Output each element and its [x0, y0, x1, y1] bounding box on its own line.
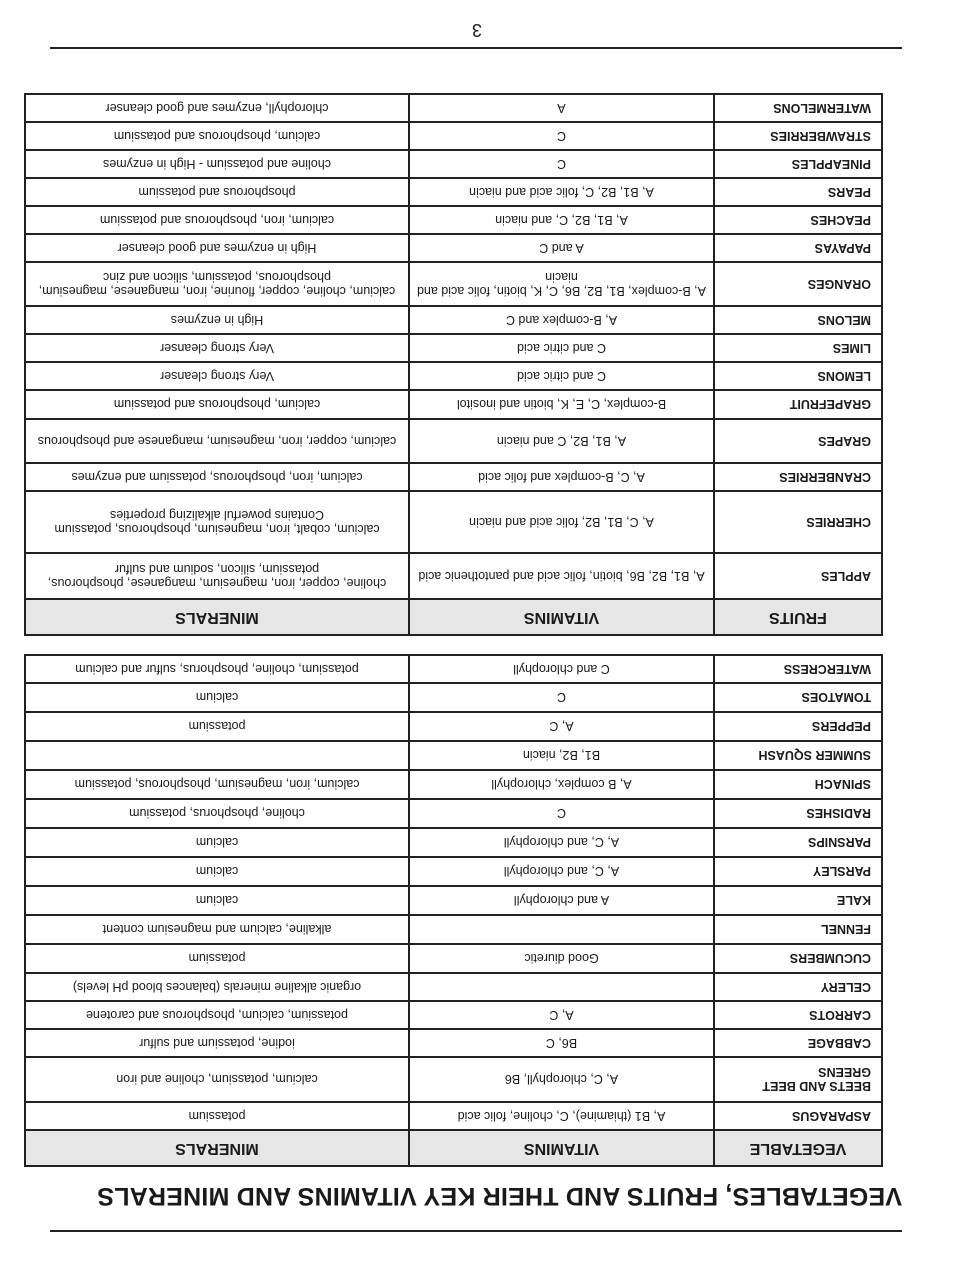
page-title: VEGETABLES, FRUITS AND THEIR KEY VITAMINS AND MINERALS — [97, 1182, 902, 1210]
vegetable-minerals-cell: potassium — [25, 1102, 409, 1130]
fruit-minerals-cell: calcium, copper, iron, magnesium, manganese and phosphorous — [25, 419, 409, 463]
fruit-minerals-cell: calcium, phosphorous and potassium — [25, 122, 409, 150]
vegetable-header-item-name: VEGETABLE — [714, 1130, 882, 1166]
fruit-item-name-cell: APPLES — [714, 553, 882, 599]
table-row — [25, 655, 882, 683]
fruit-item-name-cell: STRAWBERRIES — [714, 122, 882, 150]
vegetable-item-name-cell: WATERCRESS — [714, 655, 882, 683]
fruit-vitamins-cell: C and citric acid — [409, 334, 714, 362]
table-row — [25, 491, 882, 553]
vegetable-item-name-cell: ASPARAGUS — [714, 1102, 882, 1130]
fruit-header-minerals: MINERALS — [25, 599, 409, 635]
vegetable-item-name-cell: TOMATOES — [714, 683, 882, 712]
table-row — [25, 178, 882, 206]
fruit-minerals-cell: choline and potassium - High in enzymes — [25, 150, 409, 178]
fruit-vitamins-cell: A, B1, B2, B6, biotin, folic acid and pantothenic acid — [409, 553, 714, 599]
top-rule — [50, 1230, 902, 1232]
table-row — [25, 206, 882, 234]
vegetable-header-row — [25, 1130, 882, 1166]
fruit-vitamins-cell: A, B1, B2, C, and niacin — [409, 206, 714, 234]
table-row — [25, 915, 882, 944]
table-row — [25, 828, 882, 857]
table-row — [25, 1001, 882, 1029]
fruit-minerals-cell: calcium, iron, phosphorous and potassium — [25, 206, 409, 234]
vegetable-minerals-cell: calcium — [25, 683, 409, 712]
vegetable-vitamins-cell: C — [409, 683, 714, 712]
vegetable-vitamins-cell: Good diuretic — [409, 944, 714, 973]
vegetable-vitamins-cell: A, C — [409, 712, 714, 741]
fruit-minerals-cell: High in enzymes and good cleanser — [25, 234, 409, 262]
vegetable-item-name-cell: BEETS AND BEET GREENS — [714, 1057, 882, 1102]
vegetable-item-name-cell: CABBAGE — [714, 1029, 882, 1057]
fruit-vitamins-cell: A, B-complex, B1, B2, B6, C, K, biotin, folic acid and niacin — [409, 262, 714, 306]
vegetable-vitamins-cell: B1, B2, niacin — [409, 741, 714, 770]
vegetable-minerals-cell: calcium — [25, 886, 409, 915]
vegetable-minerals-cell: potassium, choline, phosphorus, sulfur and calcium — [25, 655, 409, 683]
page-number: 3 — [472, 20, 483, 40]
table-row — [25, 122, 882, 150]
vegetable-item-name-cell: PARSNIPS — [714, 828, 882, 857]
vegetable-item-name-cell: KALE — [714, 886, 882, 915]
fruit-vitamins-cell: A, C, B1, B2, folic acid and niacin — [409, 491, 714, 553]
fruit-minerals-cell: choline, copper, iron, magnesium, manganese, phosphorous, potassium, silicon, sodium and sulfur — [25, 553, 409, 599]
table-row — [25, 1102, 882, 1130]
table-row — [25, 886, 882, 915]
table-row — [25, 683, 882, 712]
table-row — [25, 362, 882, 390]
vegetable-vitamins-cell: C and chlorophyll — [409, 655, 714, 683]
vegetable-minerals-cell: potassium, calcium, phosphorous and carotene — [25, 1001, 409, 1029]
fruit-item-name-cell: GRAPEFRUIT — [714, 390, 882, 419]
vegetable-minerals-cell: calcium — [25, 828, 409, 857]
vegetable-item-name-cell: CARROTS — [714, 1001, 882, 1029]
fruit-minerals-cell: High in enzymes — [25, 306, 409, 334]
vegetable-vitamins-cell: A, C — [409, 1001, 714, 1029]
vegetable-vitamins-cell: A, B1 (thiamine), C, choline, folic acid — [409, 1102, 714, 1130]
fruit-minerals-cell: calcium, iron, phosphorous, potassium and enzymes — [25, 463, 409, 491]
vegetable-item-name-cell: SPINACH — [714, 770, 882, 799]
fruit-vitamins-cell: A and C — [409, 234, 714, 262]
fruit-item-name-cell: PEACHES — [714, 206, 882, 234]
table-row — [25, 553, 882, 599]
table-row — [25, 306, 882, 334]
table-row — [25, 463, 882, 491]
vegetable-header-minerals: MINERALS — [25, 1130, 409, 1166]
table-row — [25, 334, 882, 362]
fruit-vitamins-cell: A — [409, 94, 714, 122]
fruit-item-name-cell: ORANGES — [714, 262, 882, 306]
vegetable-minerals-cell: iodine, potassium and sulfur — [25, 1029, 409, 1057]
fruit-minerals-cell: Very strong cleanser — [25, 362, 409, 390]
vegetable-item-name-cell: FENNEL — [714, 915, 882, 944]
vegetable-minerals-cell: potassium — [25, 712, 409, 741]
table-row — [25, 150, 882, 178]
fruit-item-name-cell: LEMONS — [714, 362, 882, 390]
vegetable-vitamins-cell: A, C, and chlorophyll — [409, 828, 714, 857]
fruit-item-name-cell: LIMES — [714, 334, 882, 362]
fruit-item-name-cell: PAPAYAS — [714, 234, 882, 262]
vegetable-vitamins-cell — [409, 973, 714, 1001]
vegetable-item-name-cell: PEPPERS — [714, 712, 882, 741]
fruit-vitamins-cell: C — [409, 122, 714, 150]
vegetable-vitamins-cell — [409, 915, 714, 944]
fruit-minerals-cell: Very strong cleanser — [25, 334, 409, 362]
fruit-vitamins-cell: B-complex, C, E, K, biotin and inositol — [409, 390, 714, 419]
fruit-minerals-cell: phosphorous and potassium — [25, 178, 409, 206]
fruit-header-item-name: FRUITS — [714, 599, 882, 635]
bottom-rule — [50, 47, 902, 49]
fruit-item-name-cell: CRANBERRIES — [714, 463, 882, 491]
vegetable-vitamins-cell: C — [409, 799, 714, 828]
table-row — [25, 419, 882, 463]
vegetable-minerals-cell: choline, phosphorus, potassium — [25, 799, 409, 828]
vegetable-vitamins-cell: B6, C — [409, 1029, 714, 1057]
fruit-minerals-cell: calcium, choline, copper, flourine, iron, manganese, magnesium, phosphorous, potassium, silicon and zinc — [25, 262, 409, 306]
table-row — [25, 1029, 882, 1057]
vegetable-minerals-cell: organic alkaline minerals (balances blood pH levels) — [25, 973, 409, 1001]
fruit-vitamins-cell: C and citric acid — [409, 362, 714, 390]
table-row — [25, 1057, 882, 1102]
vegetable-item-name-cell: SUMMER SQUASH — [714, 741, 882, 770]
fruit-vitamins-cell: A, B-complex and C — [409, 306, 714, 334]
vegetable-minerals-cell: calcium, potassium, choline and iron — [25, 1057, 409, 1102]
fruit-header-row — [25, 599, 882, 635]
table-row — [25, 390, 882, 419]
table-row — [25, 944, 882, 973]
fruit-minerals-cell: chlorophyll, enzymes and good cleanser — [25, 94, 409, 122]
table-row — [25, 973, 882, 1001]
vegetable-header-vitamins: VITAMINS — [409, 1130, 714, 1166]
table-row — [25, 857, 882, 886]
table-row — [25, 262, 882, 306]
fruit-item-name-cell: PEARS — [714, 178, 882, 206]
vegetable-item-name-cell: CUCUMBERS — [714, 944, 882, 973]
fruit-item-name-cell: WATERMELONS — [714, 94, 882, 122]
fruit-minerals-cell: calcium, phosphorous and potassium — [25, 390, 409, 419]
vegetable-minerals-cell — [25, 741, 409, 770]
vegetable-vitamins-cell: A, C, and chlorophyll — [409, 857, 714, 886]
fruit-item-name-cell: MELONS — [714, 306, 882, 334]
fruit-header-vitamins: VITAMINS — [409, 599, 714, 635]
vegetable-minerals-cell: alkaline, calcium and magnesium content — [25, 915, 409, 944]
vegetable-vitamins-cell: A, B complex, chlorophyll — [409, 770, 714, 799]
fruit-vitamins-cell: A, C, B-complex and folic acid — [409, 463, 714, 491]
table-row — [25, 770, 882, 799]
table-row — [25, 234, 882, 262]
vegetable-item-name-cell: PARSLEY — [714, 857, 882, 886]
fruit-vitamins-cell: A, B1, B2, C and niacin — [409, 419, 714, 463]
vegetable-vitamins-cell: A and chlorophyll — [409, 886, 714, 915]
vegetable-minerals-cell: potassium — [25, 944, 409, 973]
vegetable-minerals-cell: calcium, iron, magnesium, phosphorous, potassium — [25, 770, 409, 799]
vegetable-vitamins-cell: A, C, chlorophyll, B6 — [409, 1057, 714, 1102]
fruits-table — [24, 93, 883, 636]
fruit-minerals-cell: calcium, cobalt, iron, magnesium, phosphorous, potassium Contains powerful alkalizing properties — [25, 491, 409, 553]
table-row — [25, 712, 882, 741]
fruit-vitamins-cell: C — [409, 150, 714, 178]
vegetables-table — [24, 654, 883, 1167]
fruit-item-name-cell: GRAPES — [714, 419, 882, 463]
vegetable-item-name-cell: CELERY — [714, 973, 882, 1001]
vegetable-minerals-cell: calcium — [25, 857, 409, 886]
fruit-vitamins-cell: A, B1, B2, C, folic acid and niacin — [409, 178, 714, 206]
fruit-item-name-cell: CHERRIES — [714, 491, 882, 553]
table-row — [25, 94, 882, 122]
fruit-item-name-cell: PINEAPPLES — [714, 150, 882, 178]
table-row — [25, 741, 882, 770]
table-row — [25, 799, 882, 828]
vegetable-item-name-cell: RADISHES — [714, 799, 882, 828]
